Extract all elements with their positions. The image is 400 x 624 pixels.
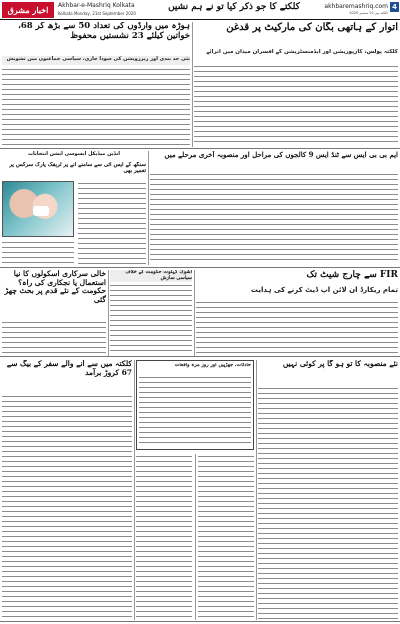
english-date-line: Kolkata Monday, 21st September 2020 (58, 11, 136, 16)
middle-column-text (136, 454, 192, 620)
urdu-date-line: کلکتہ پیر 21 ستمبر 2020 (349, 11, 388, 15)
newspaper-logo: اخبار مشرق (2, 2, 54, 18)
boxed-story-text (139, 375, 251, 447)
ashok-headline[interactable]: اشوک گہلوت حکومت کے خلاف سیاسی سازش (110, 270, 192, 282)
photo-caption-text (2, 240, 74, 265)
column-divider (134, 360, 135, 620)
newspaper-name: Akhbar-e-Mashriq Kolkata (58, 2, 135, 9)
column-divider (256, 360, 257, 620)
bottom-right-headline[interactable]: نئے منصوبہ کا تو ہو گا پر کوئی نہیں (282, 360, 398, 368)
column-divider (108, 270, 109, 356)
women-seats-subhead: نئی حد بندی اور ریزرویشن کی سودا جاری، سیاسی جماعتوں میں تشویش (2, 56, 190, 65)
column-divider (195, 454, 196, 620)
women-seats-body-text (2, 67, 190, 145)
exam-headline[interactable]: ایم بی بی ایس سے ٹنڈ ایس 9 کالجوں کی مراحل اور منصوبہ آخری مرحلے میں (164, 151, 398, 159)
website-link[interactable]: akhbaremashriq.com (324, 3, 388, 10)
section-rule (0, 148, 400, 149)
section-rule (0, 356, 400, 357)
masthead-rule (0, 19, 400, 20)
schools-body-text (2, 320, 106, 354)
masthead-slogan: کلکتے کا جو ذکر کیا تو نے ہم نشیں (168, 2, 300, 12)
boxed-story (136, 360, 254, 450)
schools-headline[interactable]: خالی سرکاری اسکولوں کا نیا استعمال یا نجکاری کی راہ؟ حکومت کے نئے قدم پر بحث چھڑ گئی (4, 270, 106, 304)
news-photo (2, 181, 74, 237)
bottom-right-body-text (258, 386, 398, 620)
fir-headline[interactable]: FIR سے چارج شیٹ تک (306, 270, 398, 280)
photo-headline[interactable]: سنگھ کے ایس آئی سے سامنے آنے پر ٹریفک پارک سرکس پر تعمیر بھی (9, 162, 146, 175)
fir-subhead: تمام ریکارڈ آن لائن اپ ڈیٹ کرنے کی ہدایت (250, 286, 398, 294)
column-divider (194, 270, 195, 356)
lead-body-text (194, 64, 398, 144)
column-divider (192, 22, 193, 147)
column-divider (148, 151, 149, 265)
exam-body-text (150, 172, 398, 264)
women-seats-headline[interactable]: ہوڑہ میں وارڈوں کی تعداد 50 سے بڑھ کر 68، خواتین کیلئے 23 نشستیں محفوظ (18, 22, 190, 41)
face-mask-shape (33, 206, 49, 216)
bottom-left-headline[interactable]: کلکتہ میں سے آنے والے سفر کے بیگ سے 67 کروڑ برآمد (6, 360, 132, 377)
bottom-left-body-text (2, 394, 132, 620)
bottom-rule (0, 621, 400, 622)
lead-headline[interactable]: اتوار کے ہاتھی بگان کی مارکیٹ پر قدغن (226, 22, 398, 33)
fir-body-text (196, 300, 398, 354)
photo-kicker: انڈین میڈیکل ایسوسی ایشن انتخابات (28, 151, 120, 157)
ashok-body-text (110, 283, 192, 354)
page-number-badge: 4 (390, 2, 399, 12)
section-rule (0, 267, 400, 268)
lead-subhead: کلکتہ پولس، کارپوریشن اور ایڈمنسٹریشن کے افسران میدان میں اترآئے (206, 49, 398, 55)
boxed-story-headline[interactable]: حادثات، جھڑپیں اور روز مرہ واقعات (174, 363, 251, 368)
photo-story-text (78, 181, 146, 265)
middle-column-text (198, 454, 254, 620)
